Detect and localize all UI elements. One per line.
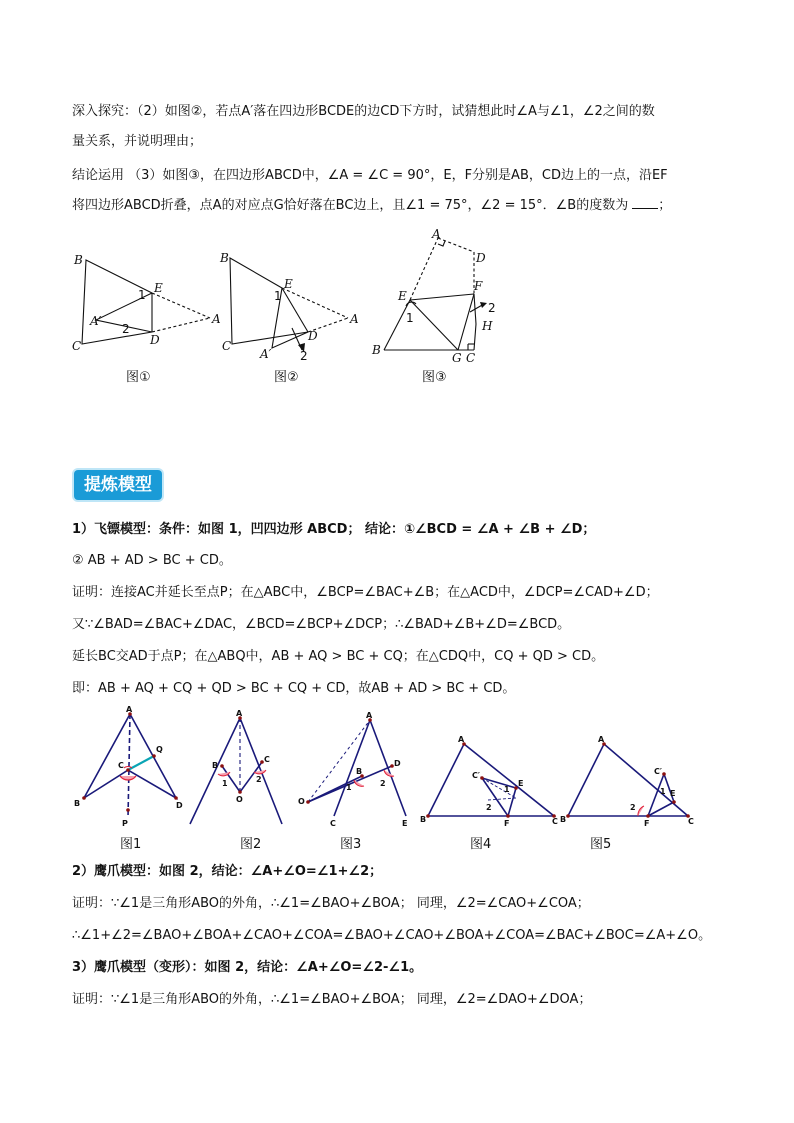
f4-caption: 图4 (470, 837, 492, 852)
f5-label-B: B (560, 815, 567, 824)
f4-label-E: E (518, 779, 524, 788)
f5-label-2: 2 (630, 803, 636, 812)
f1-label-Q: Q (156, 745, 163, 754)
f4-label-A: A (458, 735, 465, 744)
fig2-label-E: E (284, 277, 293, 291)
fig3-label-1: 1 (406, 311, 414, 325)
fig2-label-Ap: A′ (260, 347, 272, 361)
fig1-label-B: B (74, 253, 83, 267)
figure-fold-5 (560, 730, 710, 830)
text-line-1: 深入探究：（2）如图②，若点A′落在四边形BCDE的边CD下方时，试猜想此时∠A与∠1，∠2之间的数 (72, 104, 655, 119)
fig1-label-E: E (154, 281, 163, 295)
f4-label-C: C (552, 817, 558, 826)
fig1-label-A: A (212, 312, 221, 326)
f5-label-1: 1 (660, 787, 666, 796)
fig3-label-C: C (466, 351, 476, 365)
model2-title: 2）鹰爪模型：如图 2，结论：∠A+∠O=∠1+∠2； (72, 864, 383, 879)
f2-label-B: B (212, 761, 219, 770)
fig1-label-C: C (72, 339, 82, 353)
f3-label-O: O (298, 797, 305, 806)
figure-dart-1 (66, 706, 196, 831)
f5-label-F: F (644, 819, 650, 828)
figure-eagle-claw-2 (184, 706, 284, 831)
f1-label-C: C (118, 761, 124, 770)
fig1-label-D: D (150, 333, 160, 347)
fig2-label-2: 2 (300, 349, 308, 363)
text-line-2: 量关系，并说明理由； (72, 134, 203, 149)
model2-proof-2: ∴∠1+∠2=∠BAO+∠BOA+∠CAO+∠COA=∠BAO+∠CAO+∠BOA+∠COA=∠BAC+∠BOC=∠A+∠O。 (72, 928, 712, 943)
figure-eagle-claw-3 (294, 706, 416, 831)
fig2-label-1: 1 (274, 289, 282, 303)
answer-blank (632, 196, 658, 209)
f2-label-2: 2 (256, 775, 262, 784)
f2-label-O: O (236, 795, 243, 804)
f3-label-1: 1 (346, 783, 352, 792)
f1-label-D: D (176, 801, 183, 810)
text-line-3: 结论运用 （3）如图③，在四边形ABCD中，∠A = ∠C = 90°，E，F分别是AB，CD边上的一点，沿EF (72, 168, 668, 183)
f1-label-A: A (126, 705, 133, 714)
section-title-badge: 提炼模型 (74, 470, 162, 500)
model1-line-2: ② AB + AD > BC + CD。 (72, 553, 232, 568)
fig2-caption: 图② (274, 370, 299, 385)
f4-label-Cp: C′ (472, 771, 480, 780)
f1-label-B: B (74, 799, 81, 808)
f5-label-A: A (598, 735, 605, 744)
fig2-label-D: D (308, 329, 318, 343)
model3-proof-1: 证明：∵∠1是三角形ABO的外角，∴∠1=∠BAO+∠BOA； 同理，∠2=∠DAO+∠DOA； (72, 992, 592, 1007)
fig3-label-B: B (372, 343, 381, 357)
f3-label-2: 2 (380, 779, 386, 788)
fig2-label-C: C (222, 339, 232, 353)
fig3-label-A: A (432, 227, 441, 241)
f2-label-1: 1 (222, 779, 228, 788)
figure-fold-4 (420, 730, 570, 830)
f5-label-Cp: C′ (654, 767, 662, 776)
figure-3-top (366, 226, 516, 366)
f3-label-A: A (366, 711, 373, 720)
f4-label-1: 1 (504, 785, 510, 794)
f4-label-B: B (420, 815, 427, 824)
f5-caption: 图5 (590, 837, 612, 852)
fig3-label-D: D (476, 251, 486, 265)
figure-2-top (210, 240, 380, 370)
f2-caption: 图2 (240, 837, 262, 852)
fig3-label-F: F (474, 279, 483, 293)
fig1-label-Ap: A′ (90, 314, 102, 328)
f2-label-A: A (236, 709, 243, 718)
model1-proof-2: 又∵∠BAD=∠BAC+∠DAC，∠BCD=∠BCP+∠DCP；∴∠BAD+∠B+∠D=∠BCD。 (72, 617, 571, 632)
figure-1-top (60, 240, 230, 360)
model3-title: 3）鹰爪模型（变形）：如图 2，结论：∠A+∠O=∠2-∠1。 (72, 960, 423, 975)
fig3-label-E: E (398, 289, 407, 303)
f1-caption: 图1 (120, 837, 142, 852)
text-line-4-content: 将四边形ABCD折叠，点A的对应点G恰好落在BC边上，且∠1 = 75°，∠2 = 15°．∠B的度数为 (72, 198, 629, 213)
model1-line-1: 1）飞镖模型：条件：如图 1，凹四边形 ABCD； 结论：①∠BCD = ∠A + ∠B + ∠D； (72, 522, 596, 537)
f1-label-P: P (122, 819, 128, 828)
f5-label-E: E (670, 789, 676, 798)
model1-proof-4: 即：AB + AQ + CQ + QD > BC + CQ + CD，故AB + AD > BC + CD。 (72, 681, 516, 696)
fig3-label-H: H (482, 319, 493, 333)
f3-label-B: B (356, 767, 363, 776)
fig1-caption: 图① (126, 370, 151, 385)
model1-proof-1: 证明：连接AC并延长至点P；在△ABC中，∠BCP=∠BAC+∠B；在△ACD中，∠DCP=∠CAD+∠D； (72, 585, 659, 600)
fig3-caption: 图③ (422, 370, 447, 385)
f3-label-C: C (330, 819, 336, 828)
fig1-label-2: 2 (122, 322, 130, 336)
model1-proof-3: 延长BC交AD于点P；在△ABQ中，AB + AQ > BC + CQ；在△CDQ中，CQ + QD > CD。 (72, 649, 605, 664)
fig3-label-G: G (452, 351, 462, 365)
f3-label-D: D (394, 759, 401, 768)
fig3-label-2: 2 (488, 301, 496, 315)
fig2-label-A: A (350, 312, 359, 326)
f5-label-C: C (688, 817, 694, 826)
fig1-label-1: 1 (138, 288, 146, 302)
f4-label-2: 2 (486, 803, 492, 812)
f2-label-C: C (264, 755, 270, 764)
fig2-label-B: B (220, 251, 229, 265)
f3-label-E: E (402, 819, 408, 828)
model2-proof-1: 证明：∵∠1是三角形ABO的外角，∴∠1=∠BAO+∠BOA； 同理，∠2=∠CAO+∠COA； (72, 896, 590, 911)
f4-label-F: F (504, 819, 510, 828)
text-line-4: 将四边形ABCD折叠，点A的对应点G恰好落在BC边上，且∠1 = 75°，∠2 = 15°．∠B的度数为 ； (72, 198, 672, 213)
f3-caption: 图3 (340, 837, 362, 852)
